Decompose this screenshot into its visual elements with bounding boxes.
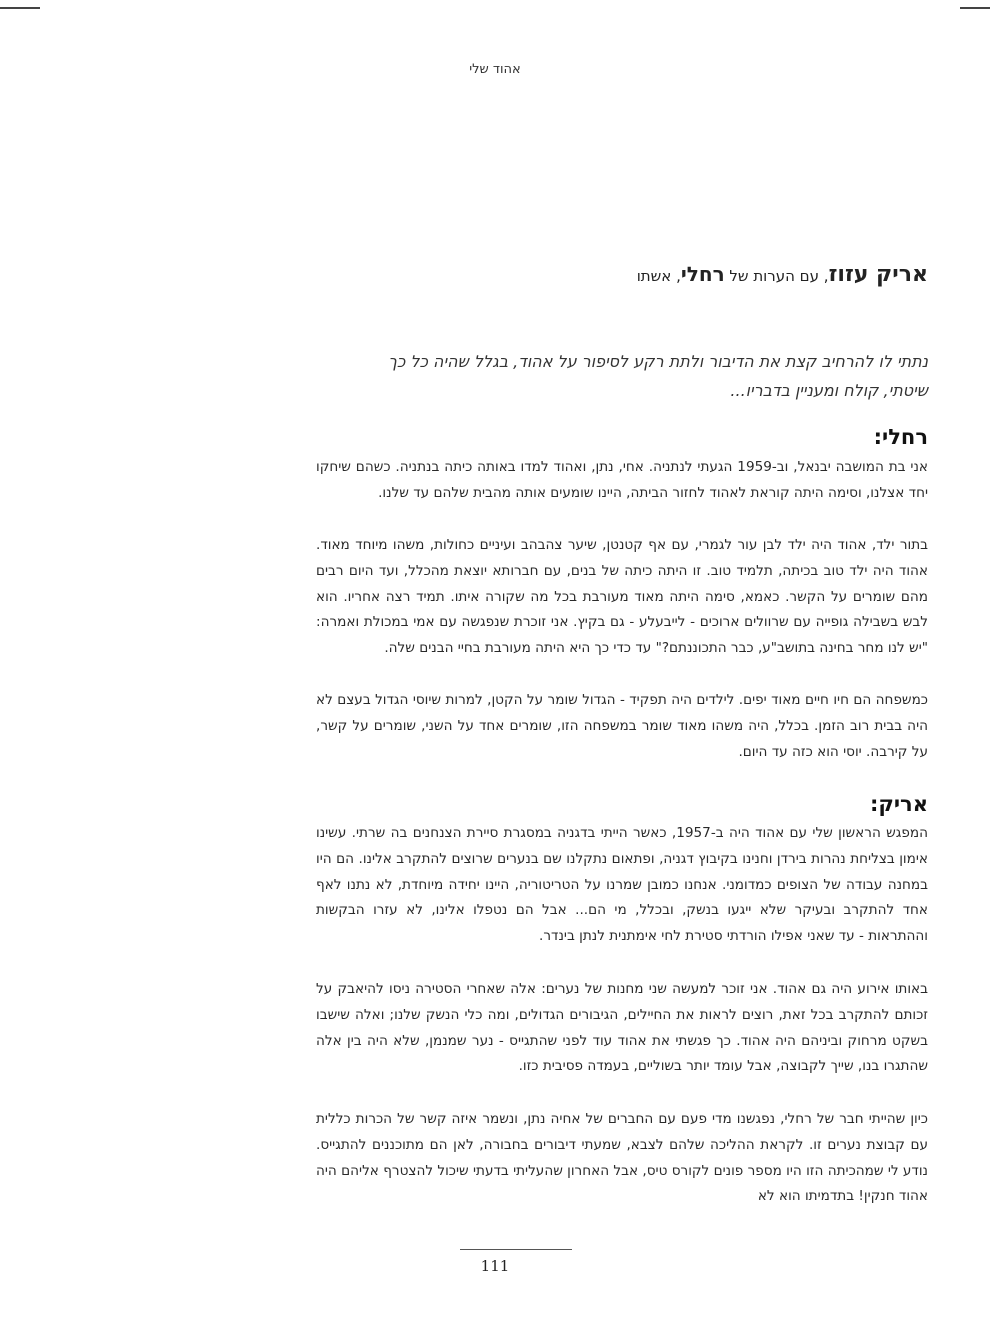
footer-rule (460, 1249, 572, 1250)
intro-italic-text: נתתי לו להרחיב קצת את הדיבור ולתת רקע לסיפור על אהוד, בגלל שהיה כל כך שיטתי, קולח ומעניין בדבריו... (388, 352, 928, 400)
paragraph-arik-1: המפגש הראשון שלי עם אהוד היה ב-1957, כאשר הייתי בדגניה במסגרת סיירת הצנחנים בה שרתי. עשינו אימון בצליחת נהרות בירדן וחנינו בקיבוץ דגניה, ופתאום נתקלנו שם בנערים שרוצים להתקרב אלינו. הם היו במחנה עבודה של הצופים כמדומני. אנחנו כמובן שמרנו על הטריטוריה, היינו יחידה מיוחדת, לא נתנו לאף אחד להתקרב ובעיקר שלא ייגעו בנשק, ובכלל, מי הם... אבל הם נטפלו אלינו, לא עזרו הבקשות וההתראות - עד שאני אפילו הורדתי סטירת לחי אימתנית לנתן בינדר. (316, 825, 928, 945)
section-heading-rachel: רחלי: (873, 425, 928, 449)
byline-with-comments: , עם הערות של (724, 267, 829, 285)
paragraph-arik-2: באותו אירוע היה גם אהוד. אני זוכר למעשה שני מחנות של נערים: אלה שאחרי הסטירה ניסו להיאבק על זכותם להתקרב בכל זאת, רוצים לראות את החיילים, הגיבורים הגדולים, ומה כלי הנשק שלנו; ואלה שישבו בשקט מרחוק וביניהם היה אהוד. כך פגשתי את אהוד עוד לפני שהתגייס - נער שמנמן, שלא היה בין אלה שהתגרו בנו, שייך לקבוצה, אבל עומד יותר בשוליים, בעמדה פסיבית כזו. (316, 981, 928, 1075)
running-header: אהוד שלי (469, 62, 521, 77)
article-byline (228, 262, 928, 287)
author-name: אריק עזוז (828, 262, 928, 287)
paragraph-rachel-3: כמשפחה הם חיו חיים מאוד יפים. לילדים היה תפקיד - הגדול שומר על הקטן, למרות שיוסי הגדול בעצם לא היה בבית רוב הזמן. בכלל, היה משהו מאוד שומר במשפחה הזו, שומרים אחד על השני, שומרים על קשר, על קירבה. יוסי הוא כזה עד היום. (316, 692, 928, 760)
section-heading-arik: אריק: (870, 792, 928, 816)
commenter-name: רחלי (680, 262, 725, 286)
scan-edge-line (0, 7, 990, 9)
page-number: 111 (480, 1257, 510, 1275)
byline-suffix: , אשתו (636, 267, 681, 285)
paragraph-rachel-2: בתור ילד, אהוד היה ילד לבן עור לגמרי, עם אף קטנטן, שיער צהבהב ועיניים כחולות, משהו מיוחד מאוד. אהוד היה ילד טוב בכיתה, תלמיד טוב. זו היתה כיתה של בנים, עם חברותא יוצאת מהכלל, ועד היום רבים מהם שומרים על הקשר. כאמא, סימה היתה מאוד מעורבת בכל מה שקורה איתו. תמיד רצה אחריו. הוא לבש בשבילה גופייה עם שרוולים ארוכים - לייבעלע - גם בקיץ. אני זוכרת שנפגשה עם אמי במכולת ואמרה: "יש לנו מחר בחינה בתושב"ע, כבר התכוננתם?" עד כדי כך היא היתה מעורבת בחיי הבנים שלה. (316, 537, 928, 657)
paragraph-rachel-1: אני בת המושבה יבנאל, וב-1959 הגעתי לנתניה. אחי, נתן, ואהוד למדו באותה כיתה בנתניה. כשהם שיחקו יחד אצלנו, וסימה היתה קוראת לאהוד לחזור הביתה, היינו שומעים אותה מהבית שלהם עד שלנו. (316, 459, 928, 501)
paragraph-arik-3: כיון שהייתי חבר של רחלי, נפגשנו מדי פעם עם החברים של אחיה נתן, ונשמר איזה קשר של הכרות כללית עם קבוצת נערים זו. לקראת ההליכה שלהם לצבא, שמעתי דיבורים בחבורה, לאן הם מתוכננים להתגייס. נודע לי שמהכיתה הזו היו מספר פונים לקורס טיס, אבל האחרון שהעליתי בדעתי שיכול להצטרף אליהם היה אהוד חנקין! בתדמיתו הוא לא (316, 1111, 928, 1205)
